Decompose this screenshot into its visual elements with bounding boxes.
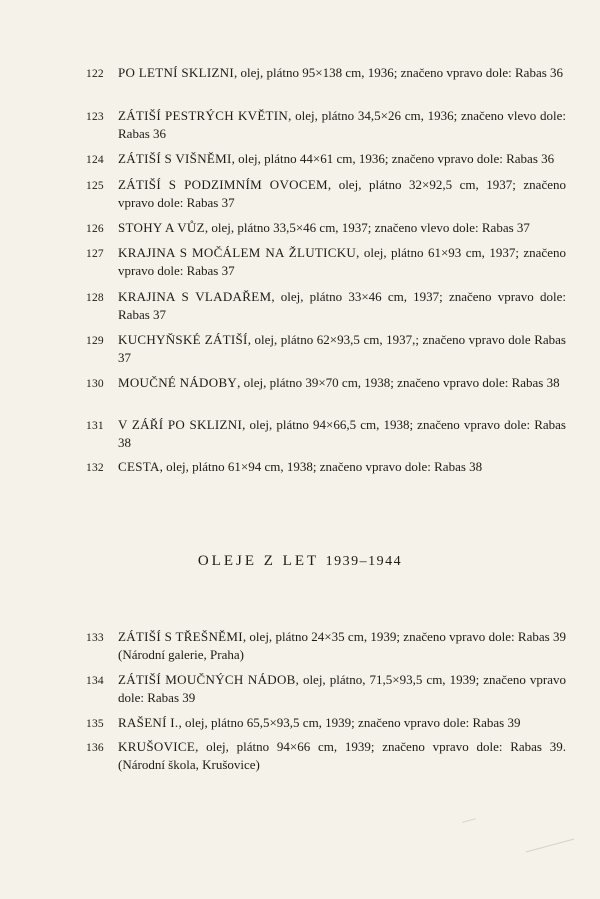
- entry-details: , olej, plátno, 71,5×93,5 cm, 1939; značeno vpravo dole: Rabas 39: [118, 672, 566, 705]
- catalog-entry: [86, 176, 566, 212]
- catalog-entry: [86, 628, 566, 664]
- entry-details: , olej, plátno 61×93 cm, 1937; značeno vpravo dole: Rabas 37: [118, 245, 566, 278]
- entry-details: , olej, plátno 94×66 cm, 1939; značeno vpravo dole: Rabas 39. (Národní škola, Krušovice): [118, 739, 566, 772]
- catalog-entry: [86, 150, 566, 168]
- entry-number: 124: [86, 154, 104, 166]
- catalog-entry: [86, 64, 566, 82]
- entry-details: , olej, plátno 32×92,5 cm, 1937; značeno vpravo dole: Rabas 37: [118, 177, 566, 210]
- catalog-entry: [86, 458, 566, 476]
- entry-number: 123: [86, 111, 104, 123]
- entry-details: , olej, plátno 94×66,5 cm, 1938; značeno vpravo dole: Rabas 38: [118, 417, 566, 450]
- catalog-entry: [86, 219, 566, 237]
- entry-number: 129: [86, 335, 104, 347]
- catalog-entry: [86, 738, 566, 774]
- entry-number: 122: [86, 68, 104, 80]
- entry-number: 128: [86, 292, 104, 304]
- entry-number: 135: [86, 718, 104, 730]
- section-heading: [0, 553, 600, 570]
- pencil-mark: [462, 818, 476, 823]
- entry-details: , olej, plátno 61×94 cm, 1938; značeno vpravo dole: Rabas 38: [159, 459, 483, 474]
- catalog-entry: [86, 107, 566, 143]
- entry-number: 132: [86, 462, 104, 474]
- entry-details: , olej, plátno 33×46 cm, 1937; značeno vpravo dole: Rabas 37: [118, 289, 566, 322]
- entry-details: , olej, plátno 34,5×26 cm, 1936; značeno vlevo dole: Rabas 36: [118, 108, 566, 141]
- entry-title: ZÁTIŠÍ S VIŠNĚMI: [118, 151, 232, 166]
- entry-title: CESTA: [118, 459, 160, 474]
- entry-title: KRAJINA S VLADAŘEM: [118, 289, 272, 304]
- entry-title: ZÁTIŠÍ S PODZIMNÍM OVOCEM: [118, 177, 328, 192]
- entry-title: ZÁTIŠÍ MOUČNÝCH NÁDOB: [118, 672, 296, 687]
- entry-number: 127: [86, 248, 104, 260]
- entry-title: KRUŠOVICE: [118, 739, 196, 754]
- entry-number: 130: [86, 378, 104, 390]
- entry-title: ZÁTIŠÍ PESTRÝCH KVĚTIN: [118, 108, 289, 123]
- entry-details: , olej, plátno 65,5×93,5 cm, 1939; značeno vpravo dole: Rabas 39: [178, 715, 521, 730]
- entry-details: , olej, plátno 95×138 cm, 1936; značeno vpravo dole: Rabas 36: [234, 65, 564, 80]
- entry-details: , olej, plátno 24×35 cm, 1939; značeno vpravo dole: Rabas 39 (Národní galerie, Praha): [118, 629, 566, 662]
- catalog-entry: [86, 374, 566, 392]
- entry-title: KRAJINA S MOČÁLEM NA ŽLUTICKU: [118, 245, 357, 260]
- pencil-mark: [526, 839, 575, 853]
- entry-details: , olej, plátno 62×93,5 cm, 1937,; značeno vpravo dole Rabas 37: [118, 332, 566, 365]
- catalog-entry: [86, 714, 566, 732]
- section-heading-years: 1939–1944: [325, 554, 403, 569]
- catalog-entry: [86, 671, 566, 707]
- entry-details: , olej, plátno 33,5×46 cm, 1937; značeno vlevo dole: Rabas 37: [204, 220, 530, 235]
- entry-number: 133: [86, 632, 104, 644]
- entry-number: 131: [86, 420, 104, 432]
- section-heading-label: OLEJE Z LET: [197, 553, 319, 569]
- catalog-entry: [86, 288, 566, 324]
- catalog-entry: [86, 331, 566, 367]
- entry-number: 136: [86, 742, 104, 754]
- entry-title: MOUČNÉ NÁDOBY: [118, 375, 238, 390]
- entry-details: , olej, plátno 39×70 cm, 1938; značeno vpravo dole: Rabas 38: [237, 375, 560, 390]
- entry-number: 134: [86, 675, 104, 687]
- entry-title: RAŠENÍ I.: [118, 715, 179, 730]
- entry-title: KUCHYŇSKÉ ZÁTIŠÍ: [118, 332, 248, 347]
- entry-title: ZÁTIŠÍ S TŘEŠNĚMI: [118, 629, 243, 644]
- entry-title: V ZÁŘÍ PO SKLIZNI: [118, 417, 243, 432]
- entry-title: PO LETNÍ SKLIZNI: [118, 65, 235, 80]
- entry-title: STOHY A VŮZ: [118, 220, 205, 235]
- catalog-entry: [86, 416, 566, 452]
- catalog-entry: [86, 244, 566, 280]
- entry-number: 125: [86, 180, 104, 192]
- entry-details: , olej, plátno 44×61 cm, 1936; značeno vpravo dole: Rabas 36: [231, 151, 555, 166]
- entry-number: 126: [86, 223, 104, 235]
